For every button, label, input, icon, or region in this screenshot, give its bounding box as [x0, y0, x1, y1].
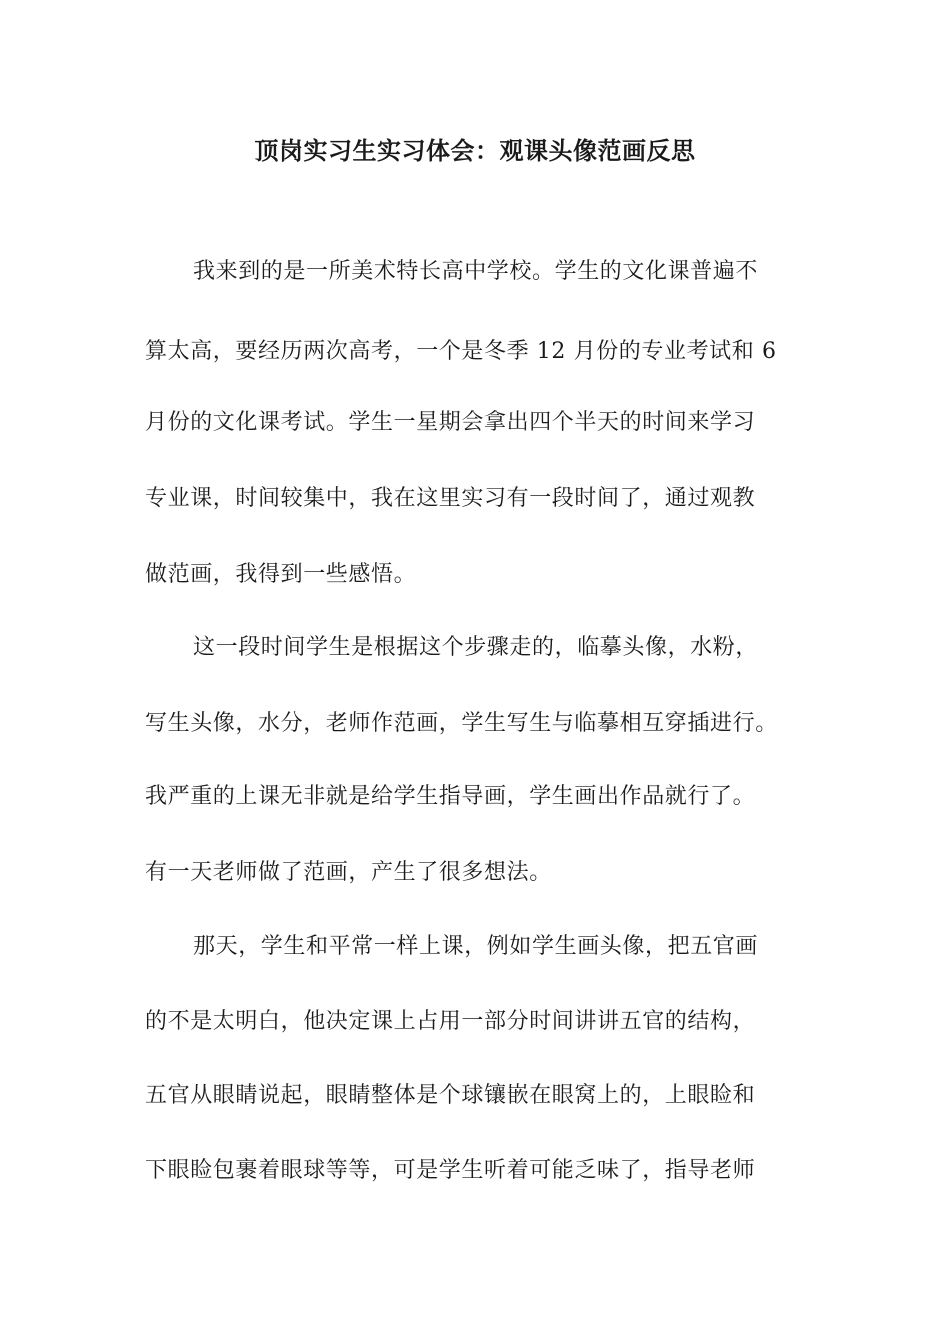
- paragraph-1-line-4: 专业课，时间较集中，我在这里实习有一段时间了，通过观教: [145, 486, 756, 511]
- paragraph-3-line-3: 五官从眼睛说起，眼睛整体是个球镶嵌在眼窝上的，上眼睑和: [145, 1083, 756, 1108]
- paragraph-3-line-1: 那天，学生和平常一样上课，例如学生画头像，把五官画: [193, 934, 759, 959]
- paragraph-1-line-5: 做范画，我得到一些感悟。: [145, 562, 417, 587]
- paragraph-2-line-3: 我严重的上课无非就是给学生指导画，学生画出作品就行了。: [145, 784, 756, 809]
- document-title: 顶岗实习生实习体会：观课头像范画反思: [254, 136, 696, 165]
- paragraph-2-line-2: 写生头像，水分，老师作范画，学生写生与临摹相互穿插进行。: [145, 711, 778, 736]
- paragraph-1-line-2: 算太高，要经历两次高考，一个是冬季 12 月份的专业考试和 6: [145, 339, 777, 364]
- paragraph-1-line-1: 我来到的是一所美术特长高中学校。学生的文化课普遍不: [193, 259, 759, 284]
- paragraph-1-line-3: 月份的文化课考试。学生一星期会拿出四个半天的时间来学习: [145, 410, 756, 435]
- paragraph-2-line-4: 有一天老师做了范画，产生了很多想法。: [145, 860, 552, 885]
- paragraph-3-line-4: 下眼睑包裹着眼球等等，可是学生听着可能乏味了，指导老师: [145, 1158, 756, 1183]
- paragraph-2-line-1: 这一段时间学生是根据这个步骤走的，临摹头像，水粉，: [193, 635, 759, 660]
- paragraph-3-line-2: 的不是太明白，他决定课上占用一部分时间讲讲五官的结构，: [145, 1009, 756, 1034]
